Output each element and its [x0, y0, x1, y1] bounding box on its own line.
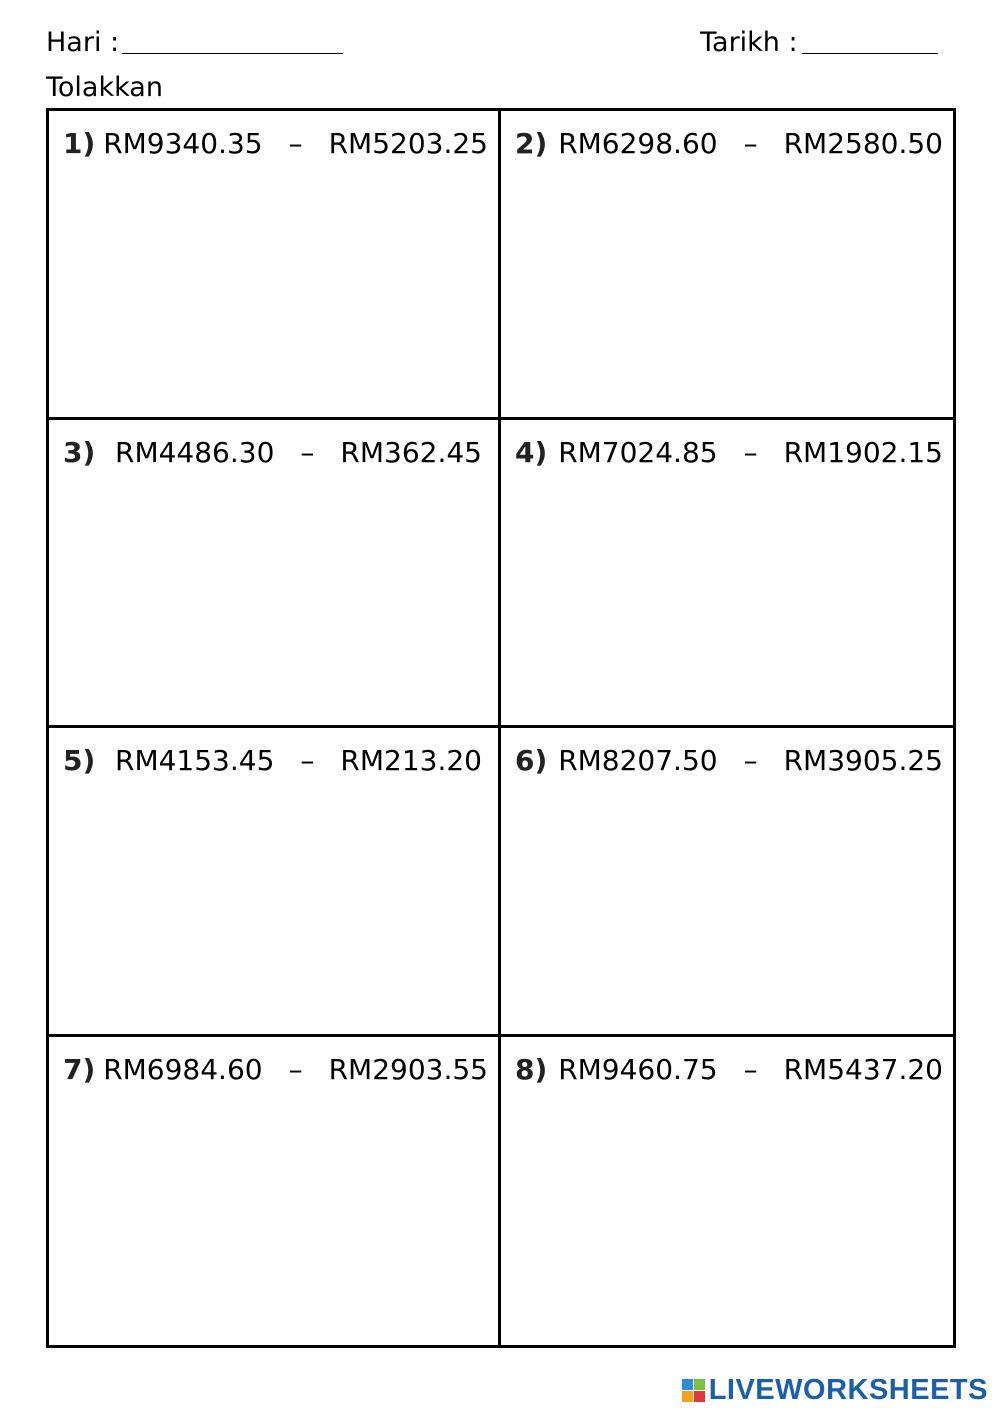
- problem-grid: [46, 108, 956, 1348]
- subtrahend: RM1902.15: [783, 435, 943, 469]
- instruction-title: Tolakkan: [46, 72, 163, 103]
- problem-7: [63, 1053, 488, 1087]
- problem-cell-1[interactable]: [49, 111, 501, 420]
- date-label: Tarikh :: [700, 27, 798, 58]
- problem-cell-2[interactable]: [501, 111, 953, 420]
- subtrahend: RM2580.50: [783, 127, 943, 160]
- problem-number: 7): [63, 1052, 96, 1086]
- minus-sign: –: [300, 435, 315, 469]
- problem-number: 3): [63, 435, 96, 469]
- date-answer-line[interactable]: [802, 53, 938, 54]
- problem-cell-5[interactable]: [49, 728, 501, 1037]
- problem-6: [515, 744, 943, 778]
- minuend: RM4153.45: [115, 744, 275, 777]
- liveworksheets-logo[interactable]: [682, 1374, 988, 1407]
- problem-cell-8[interactable]: [501, 1037, 953, 1346]
- problem-8: [515, 1053, 943, 1087]
- problem-cell-3[interactable]: [49, 420, 501, 729]
- minuend: RM8207.50: [558, 744, 718, 777]
- problem-cell-4[interactable]: [501, 420, 953, 729]
- liveworksheets-logo-icon: [682, 1379, 705, 1402]
- problem-cell-7[interactable]: [49, 1037, 501, 1346]
- day-answer-line[interactable]: [122, 53, 343, 54]
- subtrahend: RM213.20: [340, 744, 482, 777]
- minus-sign: –: [743, 435, 758, 469]
- problem-number: 2): [515, 127, 548, 160]
- brand-name: LIVEWORKSHEETS: [708, 1374, 988, 1406]
- problem-4: [515, 436, 943, 470]
- minuend: RM6298.60: [558, 127, 718, 160]
- problem-number: 1): [63, 127, 96, 160]
- problem-1: [63, 127, 488, 161]
- problem-2: [515, 127, 943, 161]
- subtrahend: RM2903.55: [328, 1052, 488, 1086]
- subtrahend: RM5203.25: [328, 127, 488, 160]
- minuend: RM7024.85: [558, 435, 718, 469]
- minus-sign: –: [743, 744, 758, 777]
- problem-number: 8): [515, 1052, 548, 1086]
- problem-number: 5): [63, 744, 96, 777]
- minus-sign: –: [288, 127, 303, 160]
- logo-square: [682, 1379, 693, 1390]
- problem-cell-6[interactable]: [501, 728, 953, 1037]
- problem-number: 4): [515, 435, 548, 469]
- minuend: RM4486.30: [115, 435, 275, 469]
- logo-square: [682, 1391, 693, 1402]
- logo-square: [694, 1391, 705, 1402]
- minuend: RM9460.75: [558, 1052, 718, 1086]
- subtrahend: RM5437.20: [783, 1052, 943, 1086]
- subtrahend: RM362.45: [340, 435, 482, 469]
- minus-sign: –: [743, 1052, 758, 1086]
- minus-sign: –: [288, 1052, 303, 1086]
- minuend: RM9340.35: [103, 127, 263, 160]
- problem-5: [63, 744, 488, 778]
- minus-sign: –: [300, 744, 315, 777]
- minuend: RM6984.60: [103, 1052, 263, 1086]
- day-label: Hari :: [46, 27, 120, 58]
- minus-sign: –: [743, 127, 758, 160]
- subtrahend: RM3905.25: [783, 744, 943, 777]
- problem-number: 6): [515, 744, 548, 777]
- problem-3: [63, 436, 488, 470]
- logo-square: [694, 1379, 705, 1390]
